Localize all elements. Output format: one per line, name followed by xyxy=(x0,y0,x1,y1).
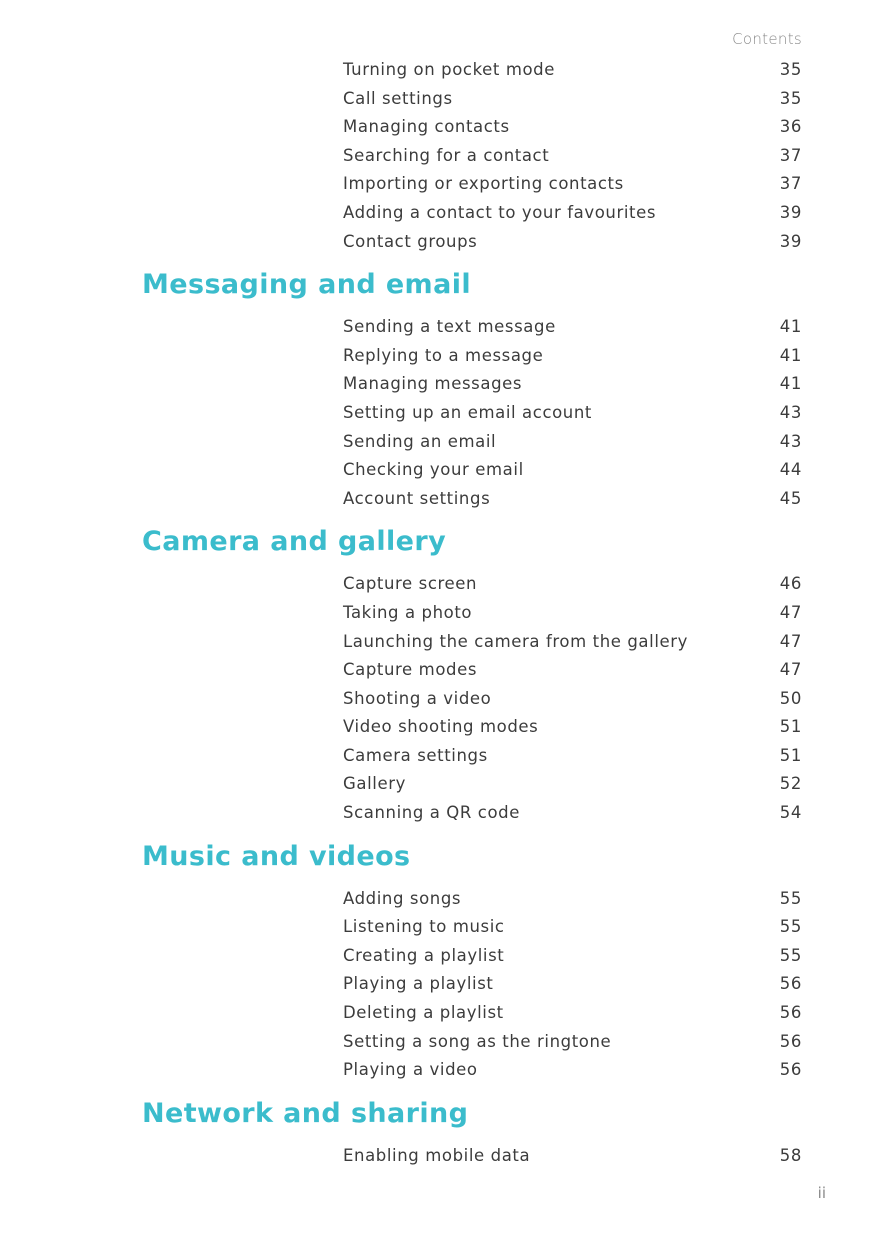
toc-entry-title: Managing messages xyxy=(343,374,523,394)
toc-entry[interactable] xyxy=(0,628,874,657)
toc-entry[interactable] xyxy=(0,456,874,485)
toc-entry-page: 51 xyxy=(779,745,802,765)
toc-entry[interactable] xyxy=(0,713,874,742)
toc-entry-page: 37 xyxy=(779,174,802,194)
running-header: Contents xyxy=(732,30,802,48)
toc-entry[interactable] xyxy=(0,56,874,85)
toc-entry-title: Taking a photo xyxy=(343,602,473,622)
toc-entry-page: 44 xyxy=(779,460,802,480)
toc-entry-title: Scanning a QR code xyxy=(343,803,520,823)
toc-entry[interactable] xyxy=(0,342,874,371)
toc-entry-title: Sending an email xyxy=(343,431,497,451)
toc-entry[interactable] xyxy=(0,142,874,171)
toc-entry[interactable] xyxy=(0,970,874,999)
toc-entry-title: Deleting a playlist xyxy=(343,1003,504,1023)
toc-entry-title: Creating a playlist xyxy=(343,945,505,965)
toc-entry[interactable] xyxy=(0,570,874,599)
toc-entry-page: 55 xyxy=(779,945,802,965)
toc-entry-title: Replying to a message xyxy=(343,345,544,365)
toc-section xyxy=(0,1086,874,1171)
toc-entry-page: 51 xyxy=(779,717,802,737)
toc-entry-page: 56 xyxy=(779,1060,802,1080)
toc-entry-page: 55 xyxy=(779,888,802,908)
lead-entries xyxy=(0,56,874,256)
toc-entry-page: 50 xyxy=(779,688,802,708)
section-heading[interactable]: Music and videos xyxy=(142,840,411,872)
toc-entry-title: Contact groups xyxy=(343,231,478,251)
toc-entry-title: Sending a text message xyxy=(343,317,556,337)
toc-entry-title: Camera settings xyxy=(343,745,488,765)
toc-entry[interactable] xyxy=(0,228,874,257)
toc-entry-title: Turning on pocket mode xyxy=(343,60,556,79)
toc-entry[interactable] xyxy=(0,399,874,428)
toc-entry[interactable] xyxy=(0,942,874,971)
section-entries xyxy=(0,570,874,827)
toc-entry[interactable] xyxy=(0,656,874,685)
toc-entry-title: Adding a contact to your favourites xyxy=(343,202,657,222)
section-heading[interactable]: Camera and gallery xyxy=(142,526,447,558)
toc-entry[interactable] xyxy=(0,313,874,342)
toc-entry[interactable] xyxy=(0,599,874,628)
toc-entry[interactable] xyxy=(0,770,874,799)
toc-entry-title: Account settings xyxy=(343,488,491,508)
toc-content xyxy=(0,56,874,1170)
toc-entry-title: Playing a video xyxy=(343,1060,478,1080)
page-number: ii xyxy=(817,1184,826,1202)
toc-entry-title: Searching for a contact xyxy=(343,145,550,165)
toc-entry-title: Enabling mobile data xyxy=(343,1145,531,1165)
toc-entry-title: Setting a song as the ringtone xyxy=(343,1031,612,1051)
toc-entry-page: 54 xyxy=(779,803,802,823)
toc-entry-page: 41 xyxy=(779,317,802,337)
toc-entry-page: 56 xyxy=(779,1031,802,1051)
toc-entry-page: 36 xyxy=(779,117,802,137)
toc-entry-page: 47 xyxy=(779,660,802,680)
toc-entry-title: Launching the camera from the gallery xyxy=(343,631,688,651)
toc-entry-title: Checking your email xyxy=(343,460,524,480)
toc-entry-page: 35 xyxy=(779,88,802,108)
toc-entry-page: 41 xyxy=(779,374,802,394)
toc-entry[interactable] xyxy=(0,199,874,228)
section-entries xyxy=(0,313,874,513)
toc-entry-title: Gallery xyxy=(343,774,406,794)
toc-entry[interactable] xyxy=(0,370,874,399)
toc-entry-title: Video shooting modes xyxy=(343,717,539,737)
toc-sections xyxy=(0,257,874,1170)
toc-entry[interactable] xyxy=(0,913,874,942)
section-heading[interactable]: Messaging and email xyxy=(142,269,472,301)
toc-entry[interactable] xyxy=(0,428,874,457)
toc-entry-title: Shooting a video xyxy=(343,688,492,708)
toc-entry-page: 46 xyxy=(779,574,802,594)
toc-entry-title: Capture screen xyxy=(343,574,478,594)
section-entries xyxy=(0,1142,874,1171)
toc-entry[interactable] xyxy=(0,1028,874,1057)
toc-entry-page: 45 xyxy=(779,488,802,508)
toc-entry[interactable] xyxy=(0,742,874,771)
toc-entry-page: 52 xyxy=(779,774,802,794)
toc-entry-title: Playing a playlist xyxy=(343,974,494,994)
toc-entry[interactable] xyxy=(0,113,874,142)
toc-entry-page: 37 xyxy=(779,145,802,165)
section-heading[interactable]: Network and sharing xyxy=(142,1097,469,1129)
toc-entry-title: Call settings xyxy=(343,88,453,108)
toc-entry-page: 39 xyxy=(779,202,802,222)
toc-entry[interactable] xyxy=(0,685,874,714)
toc-entry-page: 58 xyxy=(779,1145,802,1165)
toc-entry[interactable] xyxy=(0,799,874,828)
toc-entry-page: 43 xyxy=(779,431,802,451)
toc-entry-title: Adding songs xyxy=(343,888,462,908)
toc-entry[interactable] xyxy=(0,1056,874,1085)
section-entries xyxy=(0,885,874,1085)
toc-section xyxy=(0,514,874,827)
toc-entry-title: Managing contacts xyxy=(343,117,510,137)
toc-entry[interactable] xyxy=(0,85,874,114)
toc-section xyxy=(0,257,874,513)
toc-entry[interactable] xyxy=(0,999,874,1028)
toc-entry[interactable] xyxy=(0,1142,874,1171)
toc-entry-page: 47 xyxy=(779,631,802,651)
toc-entry[interactable] xyxy=(0,485,874,514)
toc-entry-title: Importing or exporting contacts xyxy=(343,174,624,194)
toc-entry-page: 56 xyxy=(779,1003,802,1023)
toc-entry[interactable] xyxy=(0,885,874,914)
toc-entry-title: Capture modes xyxy=(343,660,478,680)
toc-entry-page: 47 xyxy=(779,602,802,622)
toc-entry-page: 43 xyxy=(779,402,802,422)
toc-entry-title: Setting up an email account xyxy=(343,402,592,422)
toc-entry-page: 56 xyxy=(779,974,802,994)
toc-entry[interactable] xyxy=(0,170,874,199)
toc-section xyxy=(0,829,874,1085)
toc-entry-page: 55 xyxy=(779,917,802,937)
toc-entry-page: 41 xyxy=(779,345,802,365)
toc-entry-page: 39 xyxy=(779,231,802,251)
toc-entry-page: 35 xyxy=(779,60,802,79)
toc-entry-title: Listening to music xyxy=(343,917,505,937)
